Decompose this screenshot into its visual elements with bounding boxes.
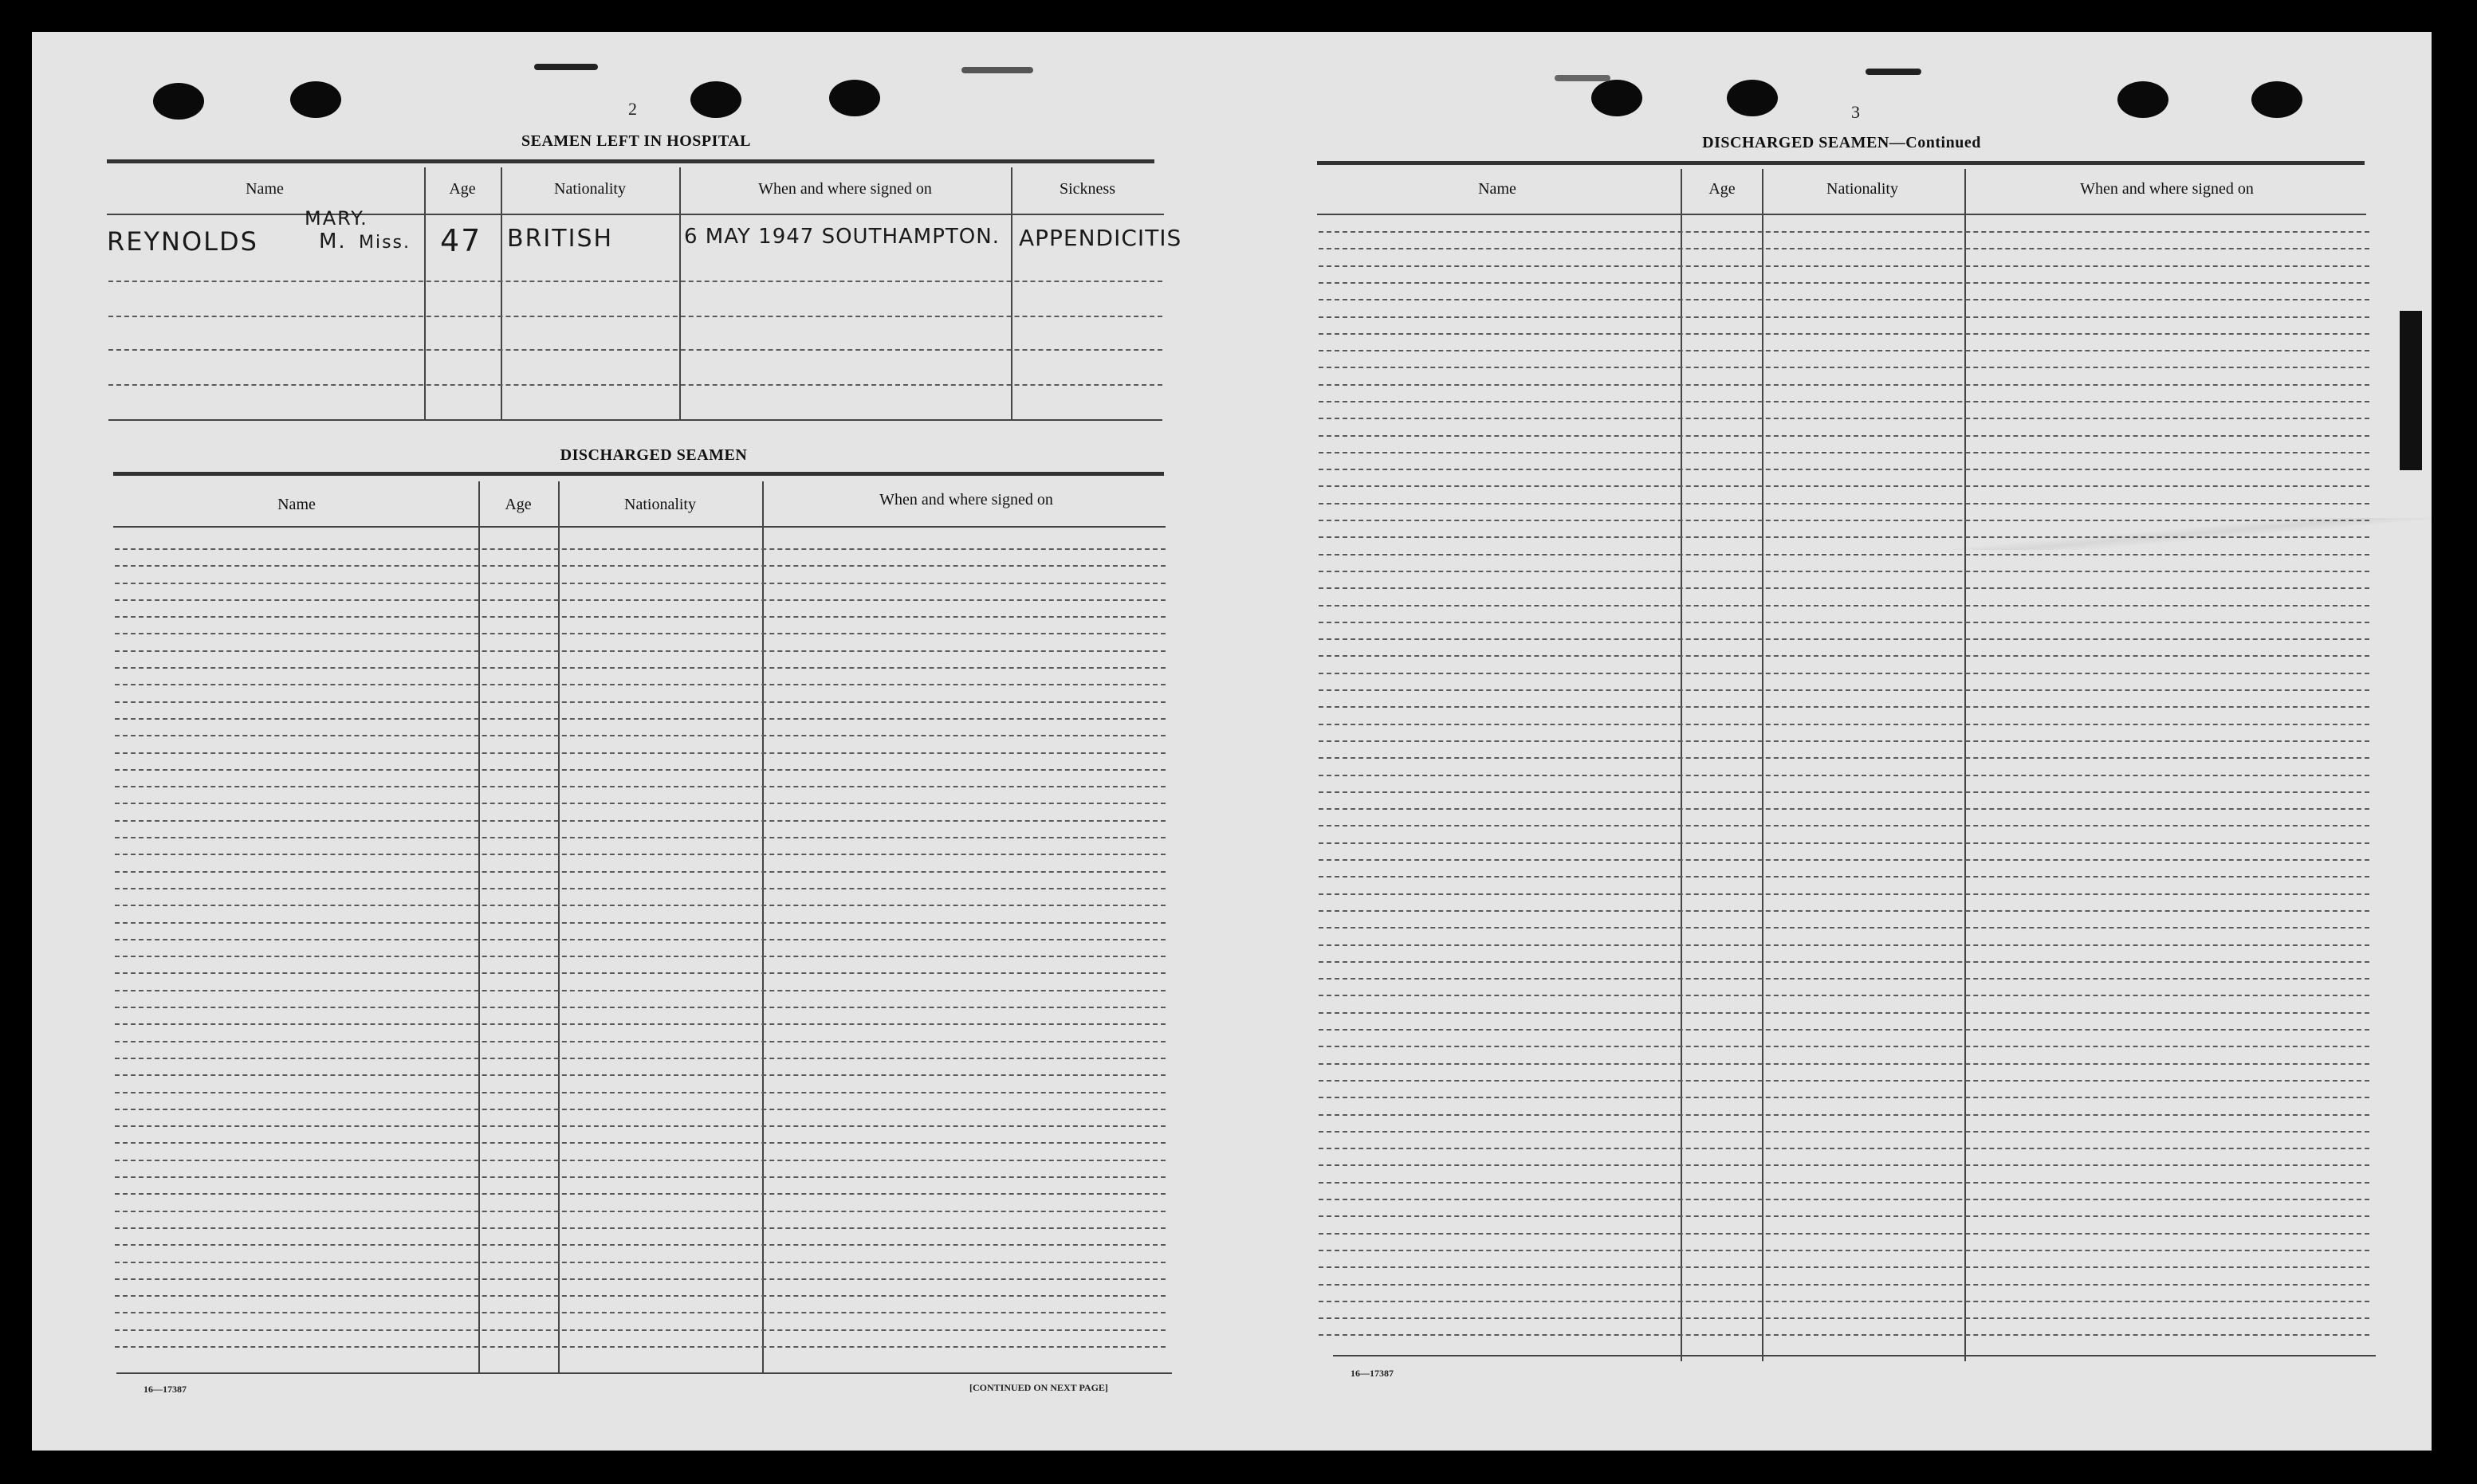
row-line [1319, 316, 2369, 318]
row-line [1319, 1233, 2369, 1235]
row-line [1319, 1284, 2369, 1286]
row-line [1319, 248, 2369, 249]
row-line [115, 752, 1166, 754]
row-line [1319, 706, 2369, 708]
header-rule [107, 214, 1164, 215]
row-line [1319, 605, 2369, 607]
row-line [1319, 1266, 2369, 1268]
row-line [1319, 435, 2369, 437]
row-line [1319, 1046, 2369, 1047]
row-line [1319, 622, 2369, 623]
row-line [1319, 689, 2369, 691]
row-line [1319, 469, 2369, 470]
punch-hole [829, 80, 880, 116]
punch-hole [153, 83, 204, 120]
entry-sickness: APPENDICITIS [1019, 225, 1182, 251]
header-rule [113, 526, 1166, 528]
row-line [1319, 995, 2369, 996]
discharged-col-signed-on: When and where signed on [879, 491, 1053, 508]
discharged-section-title: DISCHARGED SEAMEN [560, 446, 748, 464]
row-line [115, 565, 1166, 567]
page-number-left: 2 [628, 99, 637, 119]
row-line [1319, 333, 2369, 335]
row-line [115, 956, 1166, 957]
row-line [115, 820, 1166, 822]
row-line [1319, 927, 2369, 928]
row-line [1319, 536, 2369, 538]
row-line [1319, 1199, 2369, 1200]
table-bottom-rule [116, 1372, 1172, 1374]
header-rule [1317, 214, 2366, 215]
row-line [108, 349, 1162, 351]
row-line [1319, 587, 2369, 589]
hospital-col-name: Name [246, 180, 284, 198]
row-line [1319, 791, 2369, 793]
row-line [1319, 350, 2369, 351]
column-divider [762, 481, 764, 1372]
row-line [115, 786, 1166, 787]
punch-hole [290, 81, 341, 118]
discharged-col-nationality: Nationality [624, 496, 696, 513]
row-line [115, 1176, 1166, 1178]
row-line [115, 1007, 1166, 1008]
row-line [115, 939, 1166, 940]
row-line [1319, 401, 2369, 402]
ink-smudge [961, 67, 1033, 73]
hospital-col-nationality: Nationality [554, 180, 626, 198]
row-line [115, 990, 1166, 991]
row-line [115, 1142, 1166, 1144]
discharged-col-name: Name [277, 496, 316, 513]
hospital-col-sickness: Sickness [1060, 180, 1115, 198]
discharged-col-age: Age [505, 496, 532, 513]
row-line [115, 1312, 1166, 1313]
row-line [115, 1211, 1166, 1212]
row-line [1319, 961, 2369, 963]
row-line [115, 583, 1166, 584]
row-line [115, 1092, 1166, 1093]
row-line [115, 871, 1166, 873]
row-line [1319, 740, 2369, 742]
ink-smudge [1866, 69, 1921, 75]
column-divider [478, 481, 480, 1372]
row-line [1319, 384, 2369, 386]
row-line [115, 1227, 1166, 1229]
row-line [1319, 1148, 2369, 1149]
row-line [1319, 452, 2369, 453]
row-line [1319, 503, 2369, 504]
row-line [1319, 1114, 2369, 1116]
row-line [1319, 842, 2369, 844]
row-line [1319, 655, 2369, 657]
row-line [1319, 1215, 2369, 1217]
hospital-col-signed-on: When and where signed on [758, 180, 932, 198]
paper-crease [1953, 518, 2432, 550]
row-line [1319, 418, 2369, 419]
table-top-rule [107, 159, 1154, 163]
row-line [115, 1295, 1166, 1297]
row-line [1319, 808, 2369, 810]
row-line [1319, 571, 2369, 572]
row-line [115, 769, 1166, 771]
row-line [1319, 978, 2369, 980]
hospital-col-age: Age [449, 180, 476, 198]
entry-nationality: BRITISH [507, 225, 614, 253]
row-line [115, 684, 1166, 685]
row-line [115, 548, 1166, 550]
punch-hole [2251, 81, 2302, 118]
row-line [1319, 825, 2369, 826]
row-line [1319, 724, 2369, 725]
column-divider [424, 167, 426, 421]
row-line [1319, 944, 2369, 946]
row-line [1319, 1250, 2369, 1251]
row-line [1319, 265, 2369, 267]
row-line [1319, 1301, 2369, 1302]
row-line [1319, 859, 2369, 861]
table-top-rule [1317, 161, 2365, 165]
row-line [1319, 757, 2369, 759]
continued-col-signed-on: When and where signed on [2080, 180, 2254, 198]
row-line [115, 1244, 1166, 1246]
row-line [1319, 231, 2369, 233]
row-line [115, 1329, 1166, 1331]
row-line [115, 837, 1166, 838]
row-line [115, 905, 1166, 906]
row-line [115, 1278, 1166, 1280]
row-line [115, 633, 1166, 634]
continued-col-name: Name [1478, 180, 1516, 198]
hospital-section-title: SEAMEN LEFT IN HOSPITAL [521, 132, 752, 150]
row-line [1319, 1317, 2369, 1319]
row-line [115, 803, 1166, 804]
punch-hole [1591, 80, 1642, 116]
row-line [115, 735, 1166, 736]
page-tab [2400, 311, 2422, 470]
table-bottom-rule [108, 419, 1162, 421]
row-line [1319, 638, 2369, 640]
punch-hole [2117, 81, 2168, 118]
row-line [1319, 1029, 2369, 1031]
page-number-right: 3 [1851, 102, 1860, 122]
continued-col-age: Age [1708, 180, 1736, 198]
row-line [115, 667, 1166, 669]
discharged-continued-title: DISCHARGED SEAMEN—Continued [1702, 134, 1981, 151]
continued-col-nationality: Nationality [1826, 180, 1898, 198]
punch-hole [690, 81, 741, 118]
column-divider [501, 167, 502, 421]
row-line [115, 599, 1166, 601]
row-line [1319, 282, 2369, 284]
row-line [115, 888, 1166, 889]
row-line [1319, 554, 2369, 556]
row-line [1319, 876, 2369, 877]
punch-hole [1727, 80, 1778, 116]
row-line [1319, 367, 2369, 368]
ink-smudge [1555, 75, 1610, 81]
column-divider [1011, 167, 1012, 421]
row-line [115, 1023, 1166, 1025]
row-line [1319, 1182, 2369, 1184]
row-line [1319, 299, 2369, 300]
column-divider [558, 481, 560, 1372]
row-line [115, 1125, 1166, 1127]
form-number-right: 16—17387 [1351, 1368, 1394, 1379]
row-line [1319, 1097, 2369, 1098]
row-line [115, 1109, 1166, 1110]
row-line [115, 701, 1166, 703]
row-line [1319, 1164, 2369, 1166]
entry-surname: REYNOLDS [107, 226, 258, 257]
row-line [115, 616, 1166, 618]
row-line [115, 1058, 1166, 1059]
row-line [108, 281, 1162, 282]
row-line [115, 1193, 1166, 1195]
row-line [1319, 775, 2369, 776]
row-line [1319, 910, 2369, 912]
row-line [115, 1041, 1166, 1042]
row-line [115, 1262, 1166, 1263]
table-bottom-rule [1333, 1355, 2376, 1356]
entry-given-name: MARY. [305, 207, 368, 230]
table-top-rule [113, 472, 1164, 476]
entry-initial: M. [319, 230, 347, 253]
row-line [115, 1074, 1166, 1076]
entry-title: Miss. [359, 233, 411, 253]
form-number-left: 16—17387 [144, 1384, 187, 1395]
row-line [115, 650, 1166, 652]
row-line [115, 718, 1166, 720]
continued-note: [CONTINUED ON NEXT PAGE] [969, 1382, 1108, 1393]
row-line [115, 854, 1166, 855]
row-line [1319, 1080, 2369, 1082]
entry-age: 47 [440, 223, 482, 258]
row-line [1319, 1063, 2369, 1065]
entry-signed-on: 6 MAY 1947 SOUTHAMPTON. [684, 225, 1000, 249]
column-divider [679, 167, 681, 421]
row-line [1319, 520, 2369, 521]
row-line [1319, 893, 2369, 895]
row-line [115, 1160, 1166, 1161]
row-line [1319, 485, 2369, 487]
row-line [1319, 1334, 2369, 1336]
ink-smudge [534, 64, 598, 70]
row-line [1319, 1012, 2369, 1014]
row-line [115, 922, 1166, 924]
row-line [115, 1346, 1166, 1348]
row-line [1319, 673, 2369, 674]
row-line [115, 972, 1166, 974]
row-line [108, 316, 1162, 317]
row-line [108, 384, 1162, 386]
row-line [1319, 1131, 2369, 1133]
